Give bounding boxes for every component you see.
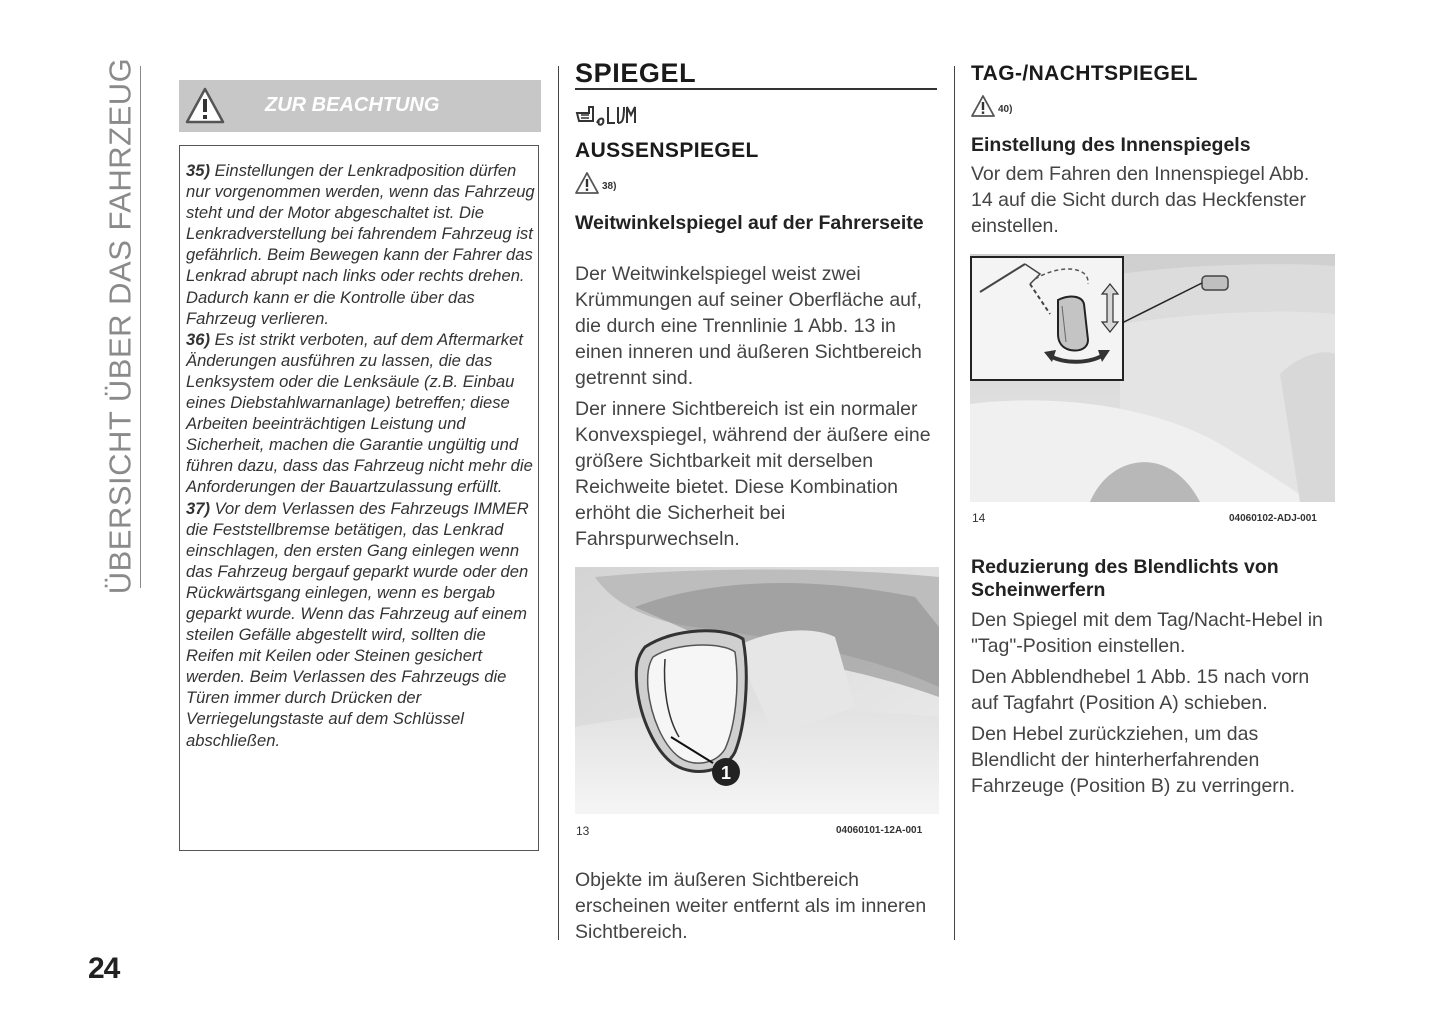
paragraph: Vor dem Fahren den Innenspiegel Abb. 14 auf die Sicht durch das Heckfenster einstellen. [971,163,1310,237]
figure-code: 04060102-ADJ-001 [1229,513,1317,524]
paragraph: Den Hebel zurückziehen, um das Blendlicht der hinterherfahrenden Fahrzeuge (Position B) zu verringern. [971,723,1296,797]
warning-triangle-icon [185,86,225,126]
heading-underline [575,88,937,90]
body-text [971,607,1339,804]
figure-callout: 1 [720,763,732,783]
warning-text [186,160,538,751]
warning-item-number: 36) [186,329,210,349]
body-text [575,261,941,557]
figure-number: 13 [576,824,590,838]
paragraph: Den Spiegel mit dem Tag/Nacht-Hebel in "Tag"-Position einstellen. [971,609,1323,657]
body-text [575,867,941,950]
topic-heading: Reduzierung des Blendlichts von Scheinwerfern [971,556,1279,601]
figure-side-mirror [575,567,939,814]
subsection-heading: AUSSENSPIEGEL [575,139,759,162]
warning-item [186,329,538,498]
section-heading: TAG-/NACHTSPIEGEL [971,62,1198,85]
warning-triangle-icon [971,95,995,117]
paragraph: Der innere Sichtbereich ist ein normaler Konvexspiegel, während der äußere eine größere Sichtbarkeit mit derselben Reichweite bietet. Diese Kombination erhöht die Sicherheit bei Fahrspurwechseln. [575,398,931,550]
chapter-side-title [96,57,144,595]
warning-triangle-icon [575,172,599,194]
paragraph: Den Abblendhebel 1 Abb. 15 nach vorn auf Tagfahrt (Position A) schieben. [971,666,1310,714]
topic-heading: Weitwinkelspiegel auf der Fahrerseite [575,212,924,234]
side-divider [140,66,141,588]
warning-box [179,145,539,851]
warning-reference: 40) [998,104,1013,115]
section-heading: SPIEGEL [575,58,697,88]
figure-interior-mirror [970,254,1335,502]
column-divider [558,66,559,940]
paragraph: Objekte im äußeren Sichtbereich erscheinen weiter entfernt als im inneren Sichtbereich. [575,869,927,943]
warning-item [186,498,538,751]
column-divider [954,66,955,940]
figure-code: 04060101-12A-001 [836,825,923,836]
warning-item [186,160,538,329]
reading-hand-icon [575,101,639,129]
warning-item-text: Einstellungen der Lenkradposition dürfen nur vorgenommen werden, wenn das Fahrzeug steht und der Motor abgeschaltet ist. Die Lenkradverstellung bei fahrendem Fahrzeug ist gefährlich. Beim Bewegen kann der Fahrer das Lenkrad abrupt nach links oder rechts drehen. Dadurch kann er die Kontrolle über das Fahrzeug verlieren. [186,161,535,328]
topic-heading: Einstellung des Innenspiegels [971,134,1251,156]
page-number: 24 [88,952,120,985]
body-text [971,161,1336,244]
warning-header [179,80,541,132]
figure-number: 14 [972,511,986,525]
warning-title: ZUR BEACHTUNG [265,94,440,116]
warning-item-number: 37) [186,498,210,518]
warning-item-text: Es ist strikt verboten, auf dem Aftermarket Änderungen ausführen zu lassen, die das Lenksystem oder die Lenksäule (z.B. Einbau eines Diebstahlwarnanlage) betreffen; diese Arbeiten beeinträchtigen Leistung und Sicherheit, machen die Garantie ungültig und führen dazu, dass das Fahrzeug nicht mehr die Anforderungen der Bauartzulassung erfüllt. [186,329,533,497]
chapter-title-text: ÜBERSICHT ÜBER DAS FAHRZEUG [102,57,138,595]
warning-item-number: 35) [186,161,210,180]
warning-item-text: Vor dem Verlassen des Fahrzeugs IMMER die Feststellbremse betätigen, das Lenkrad einschlagen, den ersten Gang einlegen wenn das Fahrzeug bergauf geparkt wurde oder den Rückwärtsgang einlegen, wenn es bergab geparkt wurde. Wenn das Fahrzeug auf einem steilen Gefälle abgestellt wird, sollten die Reifen mit Keilen oder Steinen gesichert werden. Beim Verlassen des Fahrzeugs die Türen immer durch Drücken der Verriegelungstaste auf dem Schlüssel abschließen. [186,498,529,750]
paragraph: Der Weitwinkelspiegel weist zwei Krümmungen auf seiner Oberfläche auf, die durch eine Trennlinie 1 Abb. 13 in einen inneren und äußeren Sichtbereich getrennt sind. [575,263,922,389]
warning-reference: 38) [602,181,617,192]
